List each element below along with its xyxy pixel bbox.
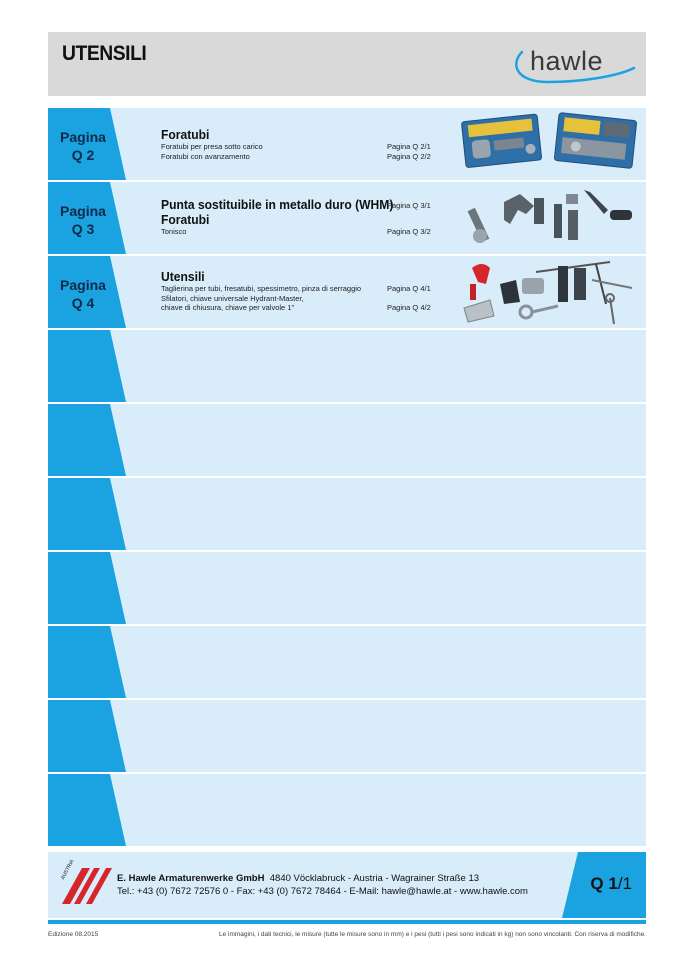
tab-label-line1: Pagina (60, 129, 106, 145)
index-row-empty (48, 552, 646, 624)
index-row-empty (48, 774, 646, 846)
page-ref-link[interactable]: Pagina Q 4/2 (387, 303, 431, 312)
product-photo-drill-tools (460, 184, 638, 252)
index-row-empty (48, 404, 646, 476)
index-row-q4 (48, 256, 646, 328)
page-footer (48, 852, 646, 918)
page-tab-q4[interactable] (48, 256, 128, 328)
list-item: Tonisco Pagina Q 3/2 (161, 227, 431, 236)
page-tab-q3[interactable] (48, 182, 128, 254)
tab-label-line1: Pagina (60, 277, 106, 293)
product-photo-utensils (460, 258, 638, 326)
row-content (161, 198, 471, 237)
index-row-q2 (48, 108, 646, 180)
list-item: Taglierina per tubi, fresatubi, spessimetro, pinza di serraggio Pagina Q 4/1 (161, 284, 431, 293)
tab-label-line2: Q 3 (71, 221, 95, 237)
tab-label-line1: Pagina (60, 203, 106, 219)
company-line (117, 873, 479, 884)
row-content (161, 128, 471, 161)
company-contact: Tel.: +43 (0) 7672 72576 0 - Fax: +43 (0) 7672 78464 - E-Mail: hawle@hawle.at - www.hawle.com (117, 886, 528, 897)
product-photo-cases (460, 110, 638, 178)
footer-accent (48, 852, 646, 918)
page-ref-link[interactable]: Pagina Q 3/1 (387, 201, 431, 210)
section-title-2: Foratubi (161, 212, 210, 227)
page-ref-link[interactable]: Pagina Q 3/2 (387, 227, 431, 236)
index-row-empty (48, 478, 646, 550)
company-address: 4840 Vöcklabruck - Austria - Wagrainer Straße 13 (269, 873, 480, 884)
disclaimer-text: Le immagini, i dati tecnici, le misure (tutte le misure sono in mm) e i pesi (tutti i pesi sono indicati in kg) non sono vincolanti. Con riserva di modifiche. (218, 931, 646, 938)
page-ref-link[interactable]: Pagina Q 2/2 (387, 151, 431, 161)
page-header (48, 32, 646, 96)
index-row-q3 (48, 182, 646, 254)
section-title: Punta sostituibile in metallo duro (WHM) (161, 197, 394, 212)
section-title: Foratubi (161, 127, 210, 142)
index-row-empty (48, 626, 646, 698)
index-row-empty (48, 700, 646, 772)
list-item: chiave di chiusura, chiave per valvole 1" Pagina Q 4/2 (161, 303, 431, 312)
page-tab-empty (48, 404, 128, 476)
row-content (161, 270, 471, 313)
section-title: Utensili (161, 269, 205, 284)
logo-text: hawle (530, 46, 604, 76)
list-item: Foratubi con avanzamento Pagina Q 2/2 (161, 151, 431, 161)
section-title-line (161, 198, 471, 213)
index-rows (48, 108, 646, 848)
page-tab-empty (48, 478, 128, 550)
tab-label-line2: Q 2 (71, 147, 95, 163)
page-tab-empty (48, 552, 128, 624)
page-ref-link[interactable]: Pagina Q 2/1 (387, 142, 431, 151)
footer-divider (48, 920, 646, 924)
page-tab-empty (48, 700, 128, 772)
index-row-empty (48, 330, 646, 402)
page-number: Q 1/1 (590, 874, 632, 893)
page-tab-empty (48, 774, 128, 846)
page-tab-empty (48, 626, 128, 698)
page-tab-empty (48, 330, 128, 402)
company-name: E. Hawle Armaturenwerke GmbH (117, 873, 265, 884)
tab-label-line2: Q 4 (71, 295, 95, 311)
page-ref-link[interactable]: Pagina Q 4/1 (387, 284, 431, 293)
page-tab-q2[interactable] (48, 108, 128, 180)
austria-label: AUSTRIA (60, 858, 76, 881)
page-title: UTENSILI (62, 42, 147, 65)
edition-label: Edizione 08.2015 (48, 931, 99, 938)
list-item: Foratubi per presa sotto carico Pagina Q 2/1 (161, 142, 431, 151)
list-item: Sfilatori, chiave universale Hydrant-Master, (161, 293, 304, 303)
hawle-logo (508, 42, 638, 88)
austria-logo (56, 858, 112, 904)
